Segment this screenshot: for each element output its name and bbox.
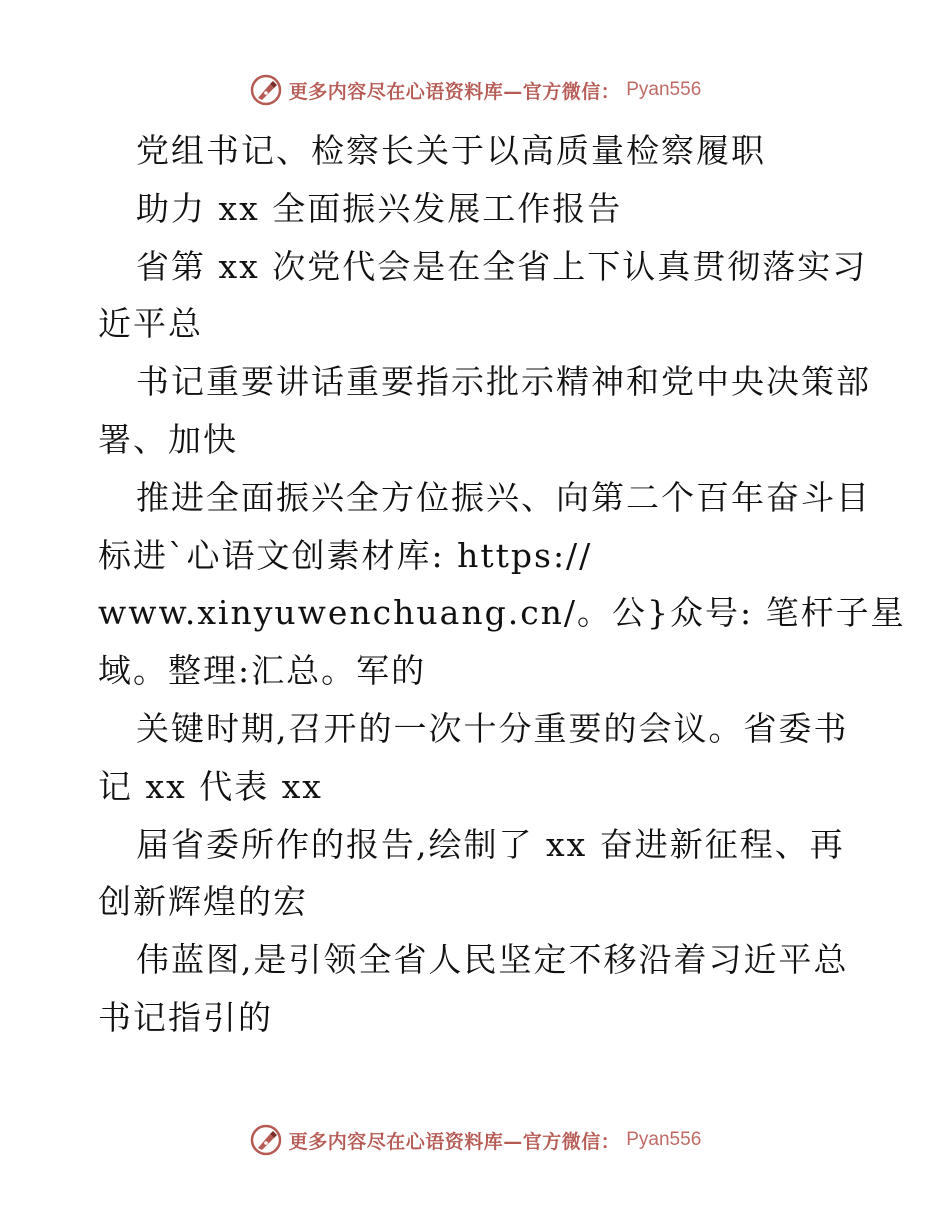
document-line: 书记指引的: [98, 997, 273, 1037]
document-line: www.xinyuwenchuang.cn/。公}众号: 笔杆子星: [98, 593, 906, 633]
footer-wechat-id: Pyan556: [626, 1129, 702, 1150]
document-line: 近平总: [98, 304, 203, 344]
document-line: 标进`心语文创素材库: https://: [98, 535, 593, 575]
header-brand-text: 更多内容尽在心语资料库—官方微信：: [288, 80, 621, 103]
header-watermark: [0, 70, 950, 110]
document-line: 记 xx 代表 xx: [98, 766, 323, 806]
footer-brand-text: 更多内容尽在心语资料库—官方微信：: [288, 1130, 621, 1153]
document-line: 署、加快: [98, 419, 238, 459]
footer-watermark: [0, 1120, 950, 1160]
document-line: 推进全面振兴全方位振兴、向第二个百年奋斗目: [136, 477, 871, 517]
pen-nib-logo-icon: [249, 1123, 283, 1157]
document-body: [98, 122, 906, 1047]
pen-nib-logo-icon: [249, 73, 283, 107]
document-line: 助力 xx 全面振兴发展工作报告: [136, 188, 623, 228]
document-line: 创新辉煌的宏: [98, 882, 308, 922]
document-line: 省第 xx 次党代会是在全省上下认真贯彻落实习: [136, 246, 868, 286]
header-wechat-id: Pyan556: [626, 79, 702, 100]
document-line: 域。整理:汇总。军的: [98, 651, 427, 691]
document-line: 党组书记、检察长关于以高质量检察履职: [136, 131, 766, 170]
document-line: 书记重要讲话重要指示批示精神和党中央决策部: [136, 362, 871, 402]
document-line: 届省委所作的报告,绘制了 xx 奋进新征程、再: [136, 824, 845, 864]
document-line: 伟蓝图,是引领全省人民坚定不移沿着习近平总: [136, 940, 849, 980]
document-line: 关键时期,召开的一次十分重要的会议。省委书: [136, 708, 849, 748]
